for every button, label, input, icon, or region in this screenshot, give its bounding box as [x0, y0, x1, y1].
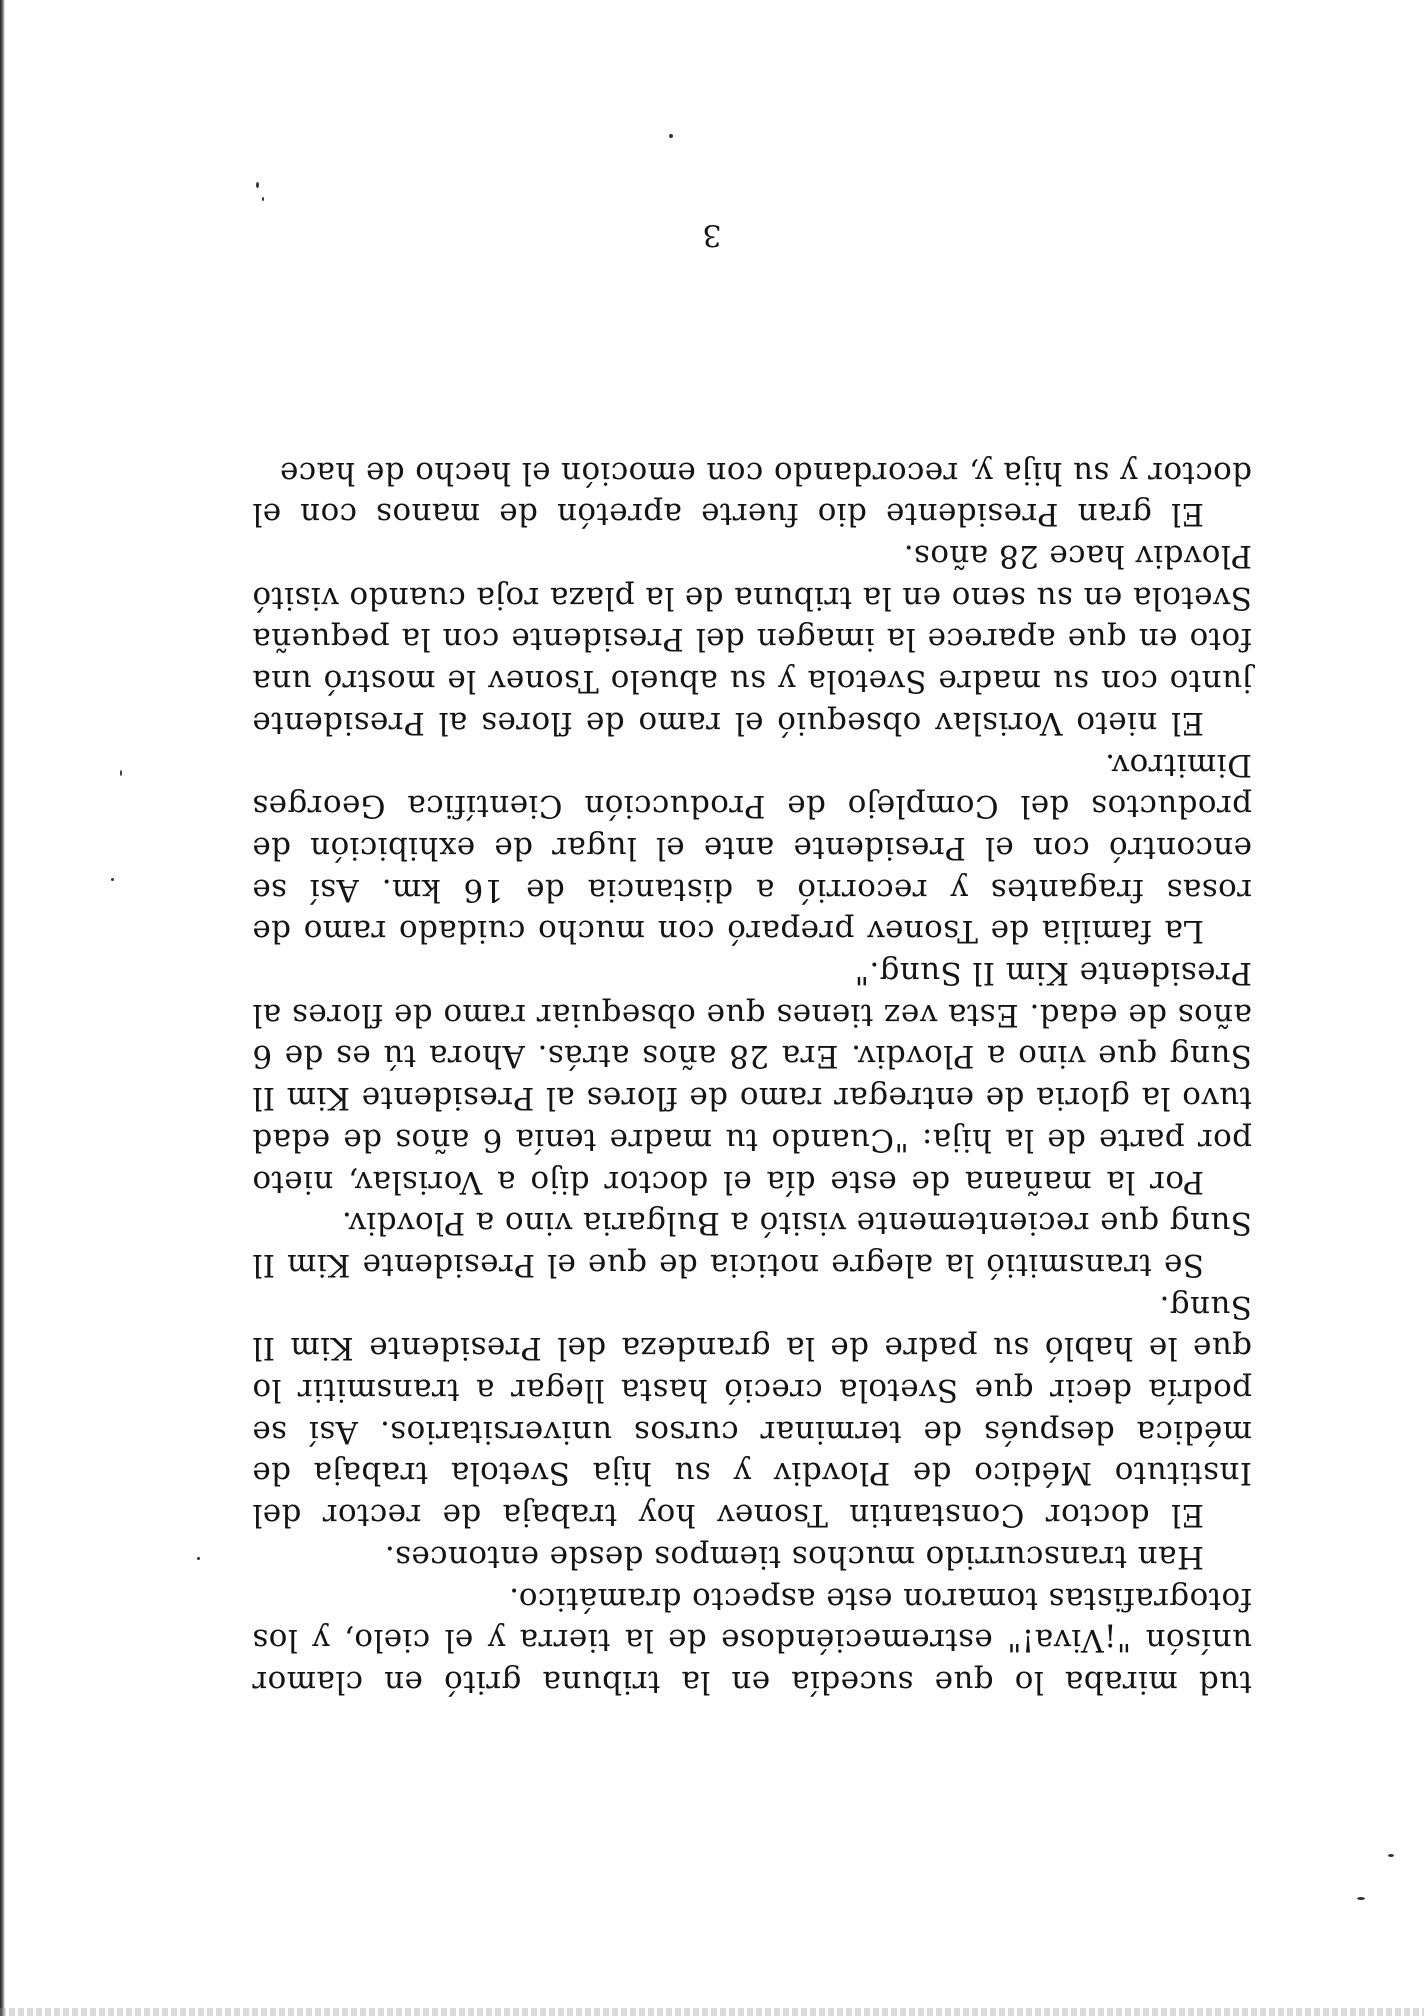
body-text	[252, 451, 1252, 1702]
paragraph: tud miraba lo que sucedía en la tribuna gritó en clamor unísón "¡Viva!" estremeciéndose de la tierra y el cielo, y los fotografistas tomaron este aspecto dramático.	[252, 1580, 1252, 1700]
paragraph: El nieto Vorislav obsequió el ramo de flores al Presidente junto con su madre Svetola y su abuelo Tsonev le mostró una foto en que aparece la imagen del Presidente con la pequeña Svetola en su seno en la tribuna de la plaza roja cuando visitó Plovdiv hace 28 años.	[252, 538, 1252, 741]
page-number: 3	[702, 217, 722, 252]
paragraph: El gran Presidente dio fuerte apretón de manos con el doctor y su hija y, recordando con emoción el hecho de hace	[252, 454, 1252, 533]
paragraph: El doctor Constantin Tsonev hoy trabaja de rector del Instituto Médico de Plovdiv y su hija Svetola trabaja de médica después de terminar cursos universitarios. Así se podría decir que Svetola creció hasta llegar a transmitir lo que le habló su padre de la grandeza del Presidente Kim Il Sung.	[252, 1288, 1252, 1534]
paragraph: La familia de Tsonev preparó con mucho cuidado ramo de rosas fragantes y recorrió a distancia de 16 km. Así se encontró con el Presidente ante el lugar de exhibición de productos del Complejo de Producción Científica Georges Dimitrov.	[252, 746, 1252, 950]
paragraph: Se transmitió la alegre noticia de que el Presidente Kim Il Sung que recientemente visitó a Bulgaria vino a Plovdiv.	[252, 1205, 1252, 1283]
paragraph: Han transcurrido muchos tiempos desde entonces.	[384, 1538, 1204, 1575]
paragraph: Por la mañana de este día el doctor dijo a Vorislav, nieto por parte de la hija: "Cuando tu madre tenía 6 años de edad tuvo la gloria de entregar ramo de flores al Presidente Kim Il Sung que vino a Plovdiv. Era 28 años atrás. Ahora tú es de 6 años de edad. Esta vez tienes que obsequiar ramo de flores al Presidente Kim Il Sung."	[252, 955, 1252, 1200]
